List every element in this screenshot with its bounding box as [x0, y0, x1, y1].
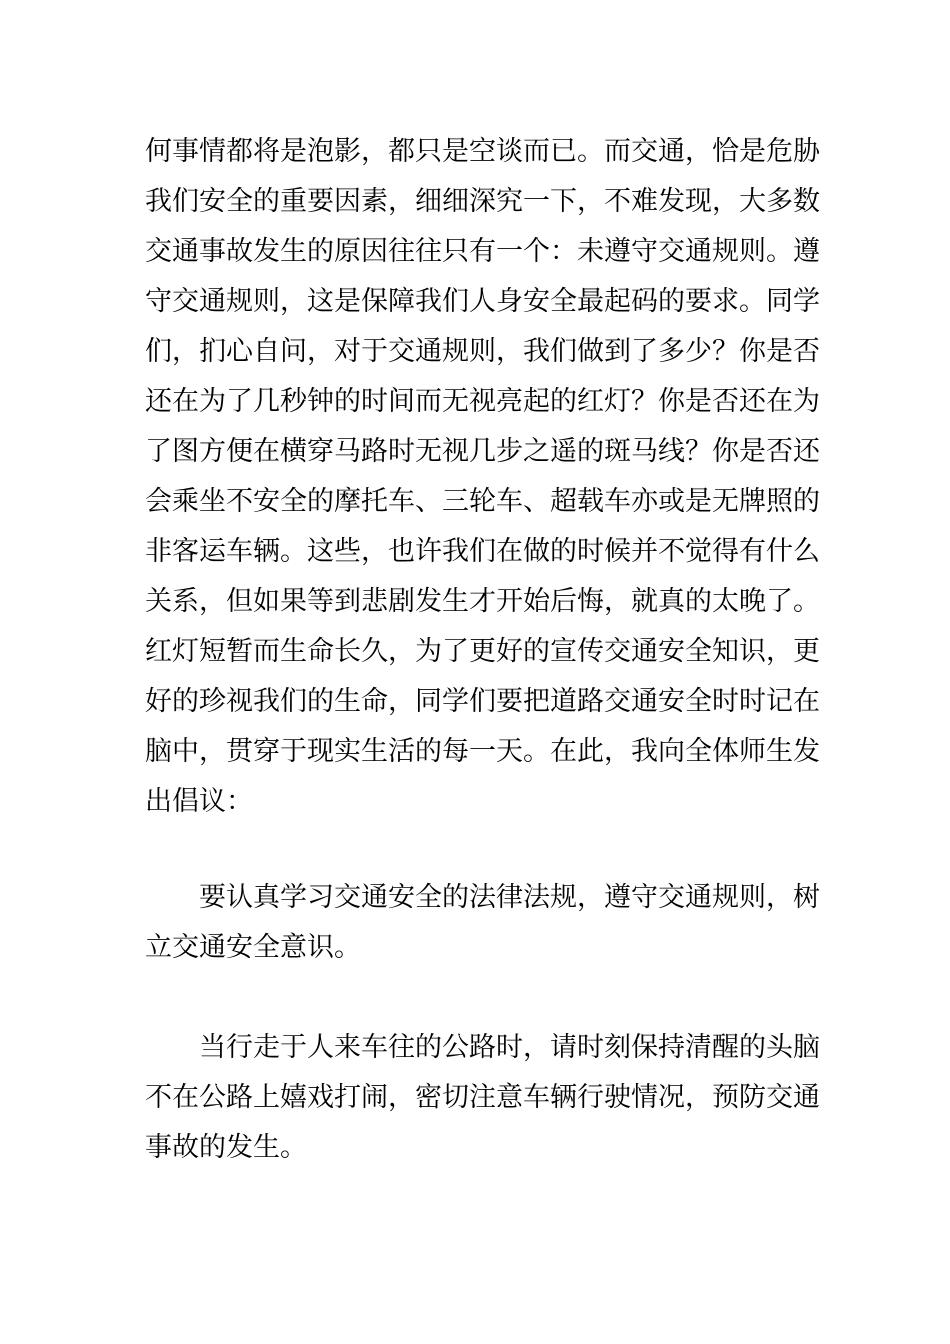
paragraph-line: 事故的发生。: [145, 1132, 307, 1163]
paragraph-line: 了图方便在横穿马路时无视几步之遥的斑马线？你是否还: [145, 436, 820, 467]
paragraph-line: 当行走于人来车往的公路时，请时刻保持清醒的头脑: [199, 1032, 820, 1063]
paragraph-line: 好的珍视我们的生命，同学们要把道路交通安全时时记在: [145, 686, 820, 717]
paragraph-line: 不在公路上嬉戏打闹，密切注意车辆行驶情况，预防交通: [145, 1082, 820, 1113]
paragraph-line: 交通事故发生的原因往往只有一个：未遵守交通规则。遵: [145, 236, 820, 267]
paragraph-line: 关系，但如果等到悲剧发生才开始后悔，就真的太晚了。: [145, 586, 820, 617]
paragraph-line: 守交通规则，这是保障我们人身安全最起码的要求。同学: [145, 286, 820, 317]
paragraph-line: 出倡议：: [145, 786, 253, 817]
paragraph-line: 们，扪心自问，对于交通规则，我们做到了多少？你是否: [145, 336, 820, 367]
paragraph-line: 立交通安全意识。: [145, 932, 361, 963]
paragraph-line: 非客运车辆。这些，也许我们在做的时候并不觉得有什么: [145, 536, 820, 567]
paragraph-line: 脑中，贯穿于现实生活的每一天。在此，我向全体师生发: [145, 736, 820, 767]
paragraph-2: [145, 873, 825, 973]
paragraph-line: 红灯短暂而生命长久，为了更好的宣传交通安全知识，更: [145, 636, 820, 667]
paragraph-line: 会乘坐不安全的摩托车、三轮车、超载车亦或是无牌照的: [145, 486, 820, 517]
paragraph-1: [145, 127, 825, 827]
paragraph-line: 我们安全的重要因素，细细深究一下，不难发现，大多数: [145, 186, 820, 217]
paragraph-line: 还在为了几秒钟的时间而无视亮起的红灯？你是否还在为: [145, 386, 820, 417]
paragraph-line: 要认真学习交通安全的法律法规，遵守交通规则，树: [199, 882, 820, 913]
paragraph-line: 何事情都将是泡影，都只是空谈而已。而交通，恰是危胁: [145, 136, 820, 167]
paragraph-3: [145, 1023, 825, 1173]
